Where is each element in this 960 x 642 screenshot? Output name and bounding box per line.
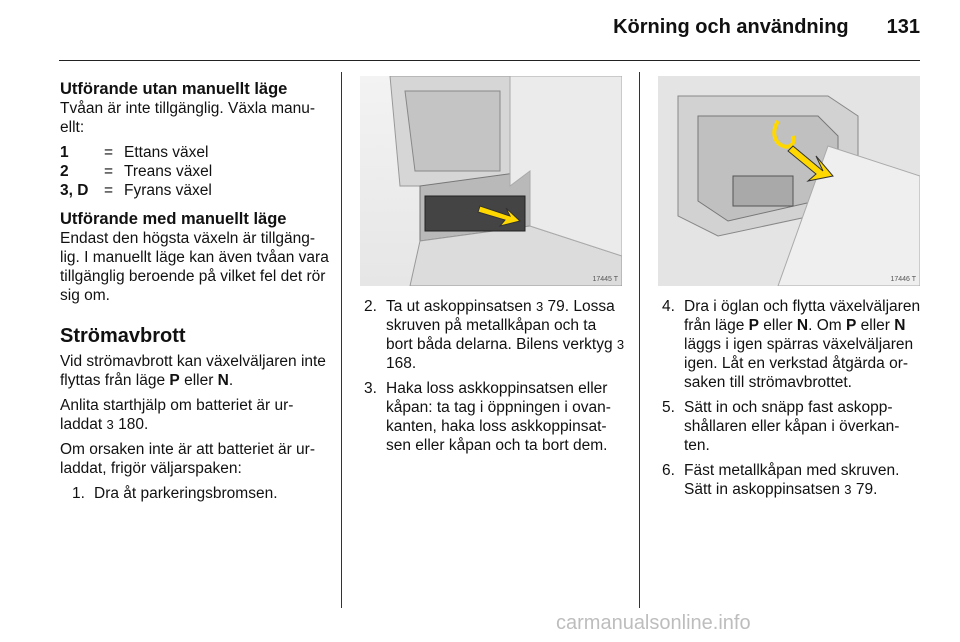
text: 79. (851, 481, 878, 498)
heading-without-manual: Utförande utan manuellt läge (60, 80, 288, 98)
paragraph-release-lever: Om orsaken inte är att batteriet är ur-laddat, frigör väljarspaken: (60, 441, 315, 477)
gear-row (60, 143, 330, 162)
paragraph-power-failure (60, 352, 330, 390)
step-text (386, 297, 626, 373)
column-divider-1 (341, 72, 342, 608)
gear-p: P (748, 317, 759, 334)
text: . (228, 372, 234, 389)
gear-equals: = (104, 163, 114, 180)
console-illustration (360, 76, 622, 286)
column-2 (364, 297, 626, 461)
page-ref-icon[interactable]: 3 (106, 417, 114, 432)
watermark: carmanualsonline.info (556, 612, 751, 634)
gear-label: Fyrans växel (124, 182, 212, 199)
step-number: 1. (72, 485, 85, 502)
page-ref-icon[interactable]: 3 (844, 482, 852, 497)
text: eller (856, 317, 895, 334)
gear-label: Ettans växel (124, 144, 209, 161)
gear-key: 3, D (60, 182, 89, 199)
column-divider-2 (639, 72, 640, 608)
step-4 (662, 297, 924, 392)
text: läggs i igen spärras växelväljaren igen. Låt en verkstad åtgärda or-saken till strömavbrottet. (684, 336, 914, 391)
figure-ashtray-removal (360, 76, 622, 286)
page-number: 131 (886, 16, 920, 38)
text: Ta ut askoppinsatsen (386, 298, 536, 315)
gear-key: 2 (60, 163, 69, 180)
text: . Om (808, 317, 846, 334)
paragraph-jump-start (60, 396, 330, 434)
step-5 (662, 398, 924, 455)
gear-p: P (169, 372, 180, 389)
text: 168. (386, 355, 417, 372)
column-3 (662, 297, 924, 505)
gear-n: N (217, 372, 229, 389)
step-3 (364, 379, 626, 455)
figure-label: 17446 T (890, 276, 916, 283)
heading-with-manual: Utförande med manuellt läge (60, 210, 287, 228)
step-text (684, 461, 924, 499)
gear-n: N (796, 317, 809, 334)
step-number: 5. (662, 399, 675, 416)
text: 79. Lossa skruven på metallkåpan och ta bort båda delarna. Bilens verktyg (386, 298, 617, 353)
step-2 (364, 297, 626, 373)
gear-label: Treans växel (124, 163, 213, 180)
text: Anlita starthjälp om batteriet är ur-laddat (60, 397, 294, 433)
section-heading-power-failure: Strömavbrott (60, 325, 186, 347)
step-1 (72, 484, 330, 503)
gear-row (60, 162, 330, 181)
step-number: 6. (662, 462, 675, 479)
gear-key: 1 (60, 144, 69, 161)
gear-equals: = (104, 144, 114, 161)
page-ref-icon[interactable]: 3 (535, 299, 544, 314)
gear-equals: = (104, 182, 114, 199)
step-text: Haka loss askkoppinsatsen eller kåpan: ta tag i öppningen i ovan-kanten, haka loss askkoppinsat-sen eller kåpan och ta bort dem. (386, 380, 611, 454)
text: eller (179, 372, 218, 389)
paragraph-highest-gear: Endast den högsta växeln är tillgäng-lig. I manuellt läge kan även tvåan vara tillgänglig beroende på vilket fel det rör sig om. (60, 230, 329, 304)
step-text: Dra åt parkeringsbromsen. (94, 485, 278, 502)
step-6 (662, 461, 924, 499)
lever-illustration (658, 76, 920, 286)
page-header (613, 16, 920, 39)
step-number: 4. (662, 298, 675, 315)
text: Fäst metallkåpan med skruven. Sätt in askoppinsatsen (684, 462, 900, 498)
gear-n: N (894, 317, 906, 334)
figure-release-loop (658, 76, 920, 286)
gear-list (60, 143, 330, 200)
gear-row (60, 181, 330, 200)
text: Vid strömavbrott kan växelväljaren inte flyttas från läge (60, 353, 326, 389)
figure-label: 17445 T (592, 276, 618, 283)
page-title: Körning och användning (613, 16, 849, 38)
text: 180. (113, 416, 149, 433)
text: Dra i öglan och flytta växelväljaren från läge (684, 298, 921, 334)
page-ref-icon[interactable]: 3 (616, 337, 625, 352)
gear-p: P (845, 317, 857, 334)
step-number: 3. (364, 380, 377, 397)
column-1 (60, 80, 330, 509)
header-rule (59, 60, 920, 61)
text: eller (758, 317, 797, 334)
step-text: Sätt in och snäpp fast askopp-shållaren eller kåpan i överkan-ten. (684, 399, 900, 454)
step-text (684, 297, 924, 392)
step-number: 2. (364, 298, 377, 315)
paragraph-manual-shift: Tvåan är inte tillgänglig. Växla manu-ellt: (60, 100, 316, 136)
